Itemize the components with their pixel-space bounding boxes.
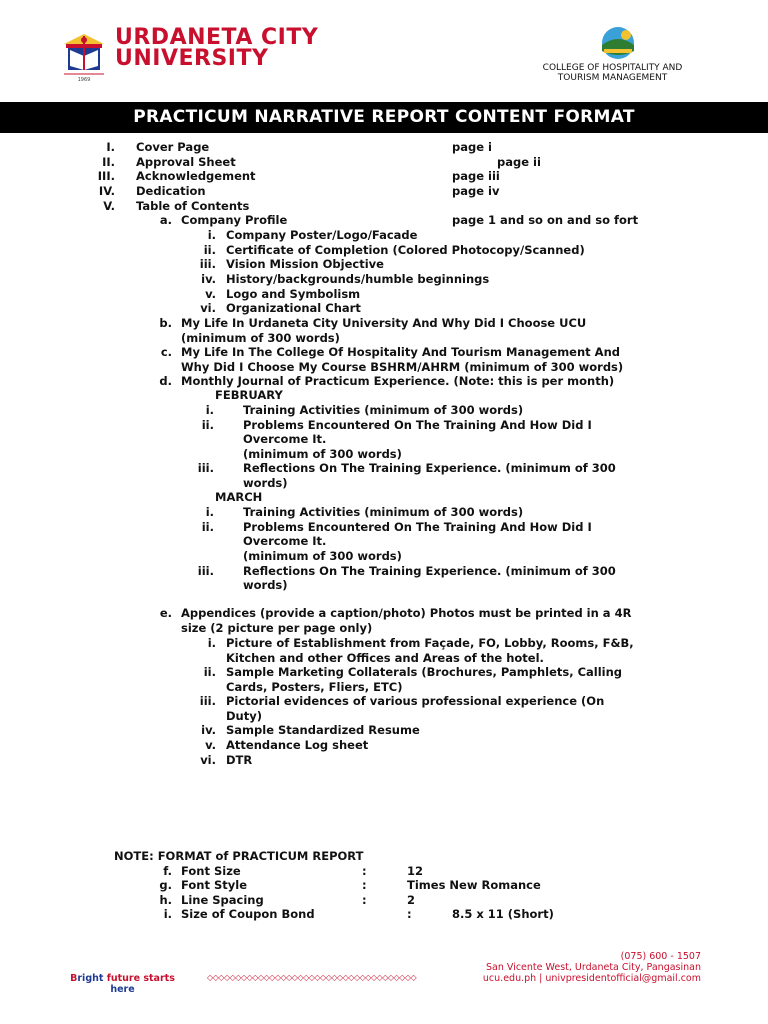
toc-label: Dedication [136,184,206,198]
toc-page: page iv [452,184,500,198]
tagline-b: B [70,973,78,984]
footer-address: San Vicente West, Urdaneta City, Pangasinan [486,962,701,973]
list-item: Monthly Journal of Practicum Experience. (Note: this is per month) [181,374,615,388]
toc-num: III. [97,169,115,183]
month-heading: MARCH [215,490,263,504]
note-num: g. [159,878,172,892]
roman-num: iii. [197,461,214,475]
note-sep: : [362,893,367,907]
college-name-line2: TOURISM MANAGEMENT [557,73,668,83]
toc-label: Table of Contents [136,199,250,213]
list-item: Company Poster/Logo/Facade [226,228,418,242]
list-item: Why Did I Choose My Course BSHRM/AHRM (minimum of 300 words) [181,360,624,374]
roman-num: i. [207,636,216,650]
list-item: (minimum of 300 words) [243,447,402,461]
list-item: Organizational Chart [226,301,361,315]
note-label: Size of Coupon Bond [181,907,315,921]
list-item: Kitchen and other Offices and Areas of the hotel. [226,651,544,665]
page-title: PRACTICUM NARRATIVE REPORT CONTENT FORMAT [133,107,635,127]
roman-num: iii. [197,564,214,578]
footer-diamond-divider: ◇◇◇◇◇◇◇◇◇◇◇◇◇◇◇◇◇◇◇◇◇◇◇◇◇◇◇◇◇◇◇◇◇◇◇◇◇ [207,973,417,982]
toc-num: V. [103,199,115,213]
list-item: size (2 picture per page only) [181,621,373,635]
footer-phone: (075) 600 - 1507 [620,951,701,962]
university-logo [60,30,108,82]
roman-num: ii. [201,418,214,432]
list-item: Logo and Symbolism [226,287,361,301]
list-item: (minimum of 300 words) [181,331,340,345]
toc-num: I. [106,140,115,154]
list-item: words) [243,578,288,592]
note-num: i. [163,907,172,921]
logo-year: 1969 [77,77,91,83]
list-item: Overcome It. [243,432,327,446]
note-label: Line Spacing [181,893,264,907]
list-item: Sample Marketing Collaterals (Brochures, Pamphlets, Calling [226,665,623,679]
roman-num: iii. [199,694,216,708]
roman-num: v. [205,287,216,301]
toc-label: Acknowledgement [136,169,256,183]
note-sep: : [407,907,412,921]
list-item: Reflections On The Training Experience. (minimum of 300 [243,564,616,578]
list-item: Overcome It. [243,534,327,548]
list-item: Duty) [226,709,262,723]
university-name-line1: URDANETA CITY [115,25,319,50]
footer-web: ucu.edu.ph | univpresidentofficial@gmail.com [482,973,701,984]
sub-num: c. [160,345,172,359]
note-label: Font Style [181,878,247,892]
list-item: My Life In The College Of Hospitality And Tourism Management And [181,345,620,359]
list-item: My Life In Urdaneta City University And Why Did I Choose UCU [181,316,587,330]
tagline-here: here [110,984,135,995]
roman-num: v. [205,738,216,752]
university-name-line2: UNIVERSITY [115,46,269,71]
toc-num: IV. [98,184,115,198]
roman-num: iii. [199,257,216,271]
list-item: (minimum of 300 words) [243,549,402,563]
roman-num: i. [205,505,214,519]
note-label: Font Size [181,864,241,878]
toc-label: Cover Page [136,140,210,154]
tagline-right: right [77,973,104,984]
list-item: Attendance Log sheet [226,738,369,752]
list-item: Sample Standardized Resume [226,723,420,737]
list-item: Vision Mission Objective [226,257,384,271]
list-item: Appendices (provide a caption/photo) Photos must be printed in a 4R [181,606,632,620]
list-item: Picture of Establishment from Façade, FO, Lobby, Rooms, F&B, [226,636,634,650]
footer-tagline [60,973,185,995]
toc-page: page ii [497,155,541,169]
list-item: Training Activities (minimum of 300 words) [243,505,524,519]
sub-num: e. [159,606,172,620]
toc-num: II. [102,155,115,169]
roman-num: vi. [200,753,216,767]
toc-page: page iii [452,169,500,183]
list-item: Certificate of Completion (Colored Photocopy/Scanned) [226,243,585,257]
college-name-line1: COLLEGE OF HOSPITALITY AND [542,63,683,73]
note-sep: : [362,864,367,878]
toc-page: page i [452,140,492,154]
note-value: Times New Romance [407,878,541,892]
toc-label: Approval Sheet [136,155,236,169]
college-logo [598,25,638,61]
list-item: Cards, Posters, Fliers, ETC) [226,680,403,694]
company-profile-label: Company Profile [181,213,288,227]
roman-num: ii. [203,665,216,679]
roman-num: ii. [201,520,214,534]
list-item: Problems Encountered On The Training And How Did I [243,418,592,432]
note-num: f. [163,864,172,878]
note-value: 8.5 x 11 (Short) [452,907,554,921]
list-item: Reflections On The Training Experience. (minimum of 300 [243,461,616,475]
month-heading: FEBRUARY [215,388,283,402]
list-item: DTR [226,753,253,767]
roman-num: iv. [201,723,216,737]
note-value: 12 [407,864,424,878]
roman-num: iv. [201,272,216,286]
sub-num: a. [159,213,172,227]
sub-num: b. [159,316,172,330]
note-heading: NOTE: FORMAT of PRACTICUM REPORT [114,849,364,863]
roman-num: ii. [203,243,216,257]
roman-num: i. [207,228,216,242]
list-item: Problems Encountered On The Training And How Did I [243,520,592,534]
list-item: words) [243,476,288,490]
note-value: 2 [407,893,416,907]
sub-num: d. [159,374,172,388]
roman-num: vi. [200,301,216,315]
note-sep: : [362,878,367,892]
list-item: History/backgrounds/humble beginnings [226,272,490,286]
note-num: h. [159,893,172,907]
company-profile-page: page 1 and so on and so fort [452,213,639,227]
list-item: Pictorial evidences of various professional experience (On [226,694,605,708]
tagline-future: future starts [103,973,175,984]
roman-num: i. [205,403,214,417]
list-item: Training Activities (minimum of 300 words) [243,403,524,417]
